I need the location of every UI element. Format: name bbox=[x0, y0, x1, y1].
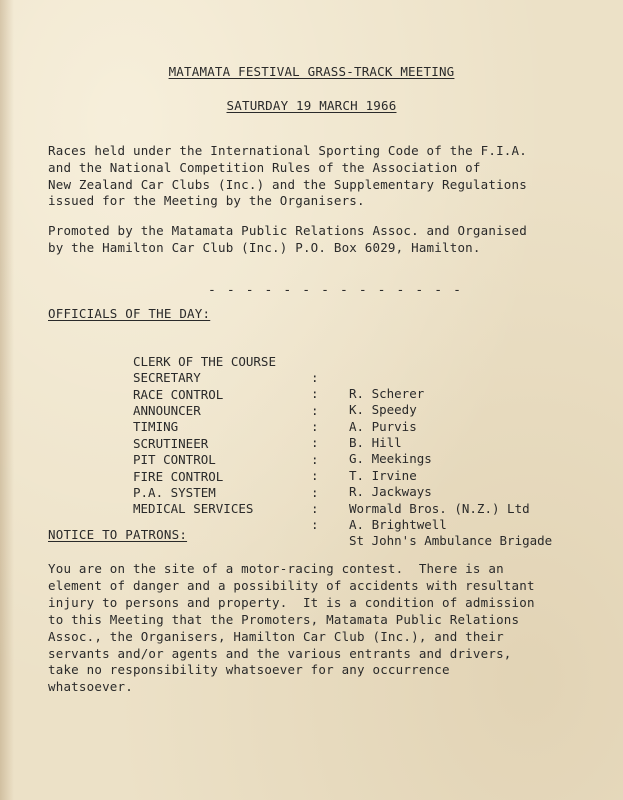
notice-line: whatsoever. bbox=[48, 679, 133, 694]
official-separator: : bbox=[311, 501, 319, 516]
official-role: RACE CONTROL bbox=[133, 387, 224, 402]
notice-line: You are on the site of a motor-racing contest. There is an bbox=[48, 561, 504, 576]
official-separator: : bbox=[311, 403, 319, 418]
official-name: G. Meekings bbox=[349, 451, 432, 466]
promoted-line: by the Hamilton Car Club (Inc.) P.O. Box 6029, Hamilton. bbox=[48, 240, 481, 255]
notice-line: element of danger and a possibility of accidents with resultant bbox=[48, 578, 535, 593]
official-name: R. Jackways bbox=[349, 484, 432, 499]
official-separator: : bbox=[311, 370, 319, 385]
official-role: SCRUTINEER bbox=[133, 436, 209, 451]
official-separator: : bbox=[311, 419, 319, 434]
official-role: PIT CONTROL bbox=[133, 452, 216, 467]
event-date: SATURDAY 19 MARCH 1966 bbox=[226, 98, 397, 113]
section-divider: - - - - - - - - - - - - - - bbox=[208, 283, 463, 298]
official-separator: : bbox=[311, 452, 319, 467]
official-separator: : bbox=[311, 468, 319, 483]
official-name: A. Purvis bbox=[349, 419, 417, 434]
official-name: B. Hill bbox=[349, 435, 402, 450]
intro-line: and the National Competition Rules of the Association of bbox=[48, 160, 481, 175]
official-role: TIMING bbox=[133, 419, 179, 434]
official-role: SECRETARY bbox=[133, 370, 201, 385]
notice-line: take no responsibility whatsoever for any occurrence bbox=[48, 662, 450, 677]
intro-line: Races held under the International Sporting Code of the F.I.A. bbox=[48, 143, 527, 158]
notice-heading: NOTICE TO PATRONS: bbox=[48, 527, 188, 542]
notice-line: Assoc., the Organisers, Hamilton Car Club (Inc.), and their bbox=[48, 629, 504, 644]
official-role: ANNOUNCER bbox=[133, 403, 201, 418]
official-name: R. Scherer bbox=[349, 386, 425, 401]
official-separator: : bbox=[311, 485, 319, 500]
official-name: K. Speedy bbox=[349, 402, 417, 417]
official-separator: : bbox=[311, 386, 319, 401]
official-role: P.A. SYSTEM bbox=[133, 485, 216, 500]
official-name: T. Irvine bbox=[349, 468, 417, 483]
document-title: MATAMATA FESTIVAL GRASS-TRACK MEETING bbox=[168, 64, 455, 79]
official-name: St John's Ambulance Brigade bbox=[349, 533, 553, 548]
official-role: MEDICAL SERVICES bbox=[133, 501, 254, 516]
promoted-line: Promoted by the Matamata Public Relations Assoc. and Organised bbox=[48, 223, 527, 238]
official-name: Wormald Bros. (N.Z.) Ltd bbox=[349, 501, 530, 516]
officials-heading: OFFICIALS OF THE DAY: bbox=[48, 306, 211, 321]
official-role: CLERK OF THE COURSE bbox=[133, 354, 276, 369]
intro-line: issued for the Meeting by the Organisers. bbox=[48, 193, 365, 208]
notice-line: to this Meeting that the Promoters, Matamata Public Relations bbox=[48, 612, 520, 627]
notice-line: servants and/or agents and the various entrants and drivers, bbox=[48, 646, 512, 661]
official-separator: : bbox=[311, 435, 319, 450]
official-name: A. Brightwell bbox=[349, 517, 447, 532]
notice-line: injury to persons and property. It is a condition of admission bbox=[48, 595, 535, 610]
official-role: FIRE CONTROL bbox=[133, 469, 224, 484]
official-separator: : bbox=[311, 517, 319, 532]
intro-line: New Zealand Car Clubs (Inc.) and the Supplementary Regulations bbox=[48, 177, 527, 192]
